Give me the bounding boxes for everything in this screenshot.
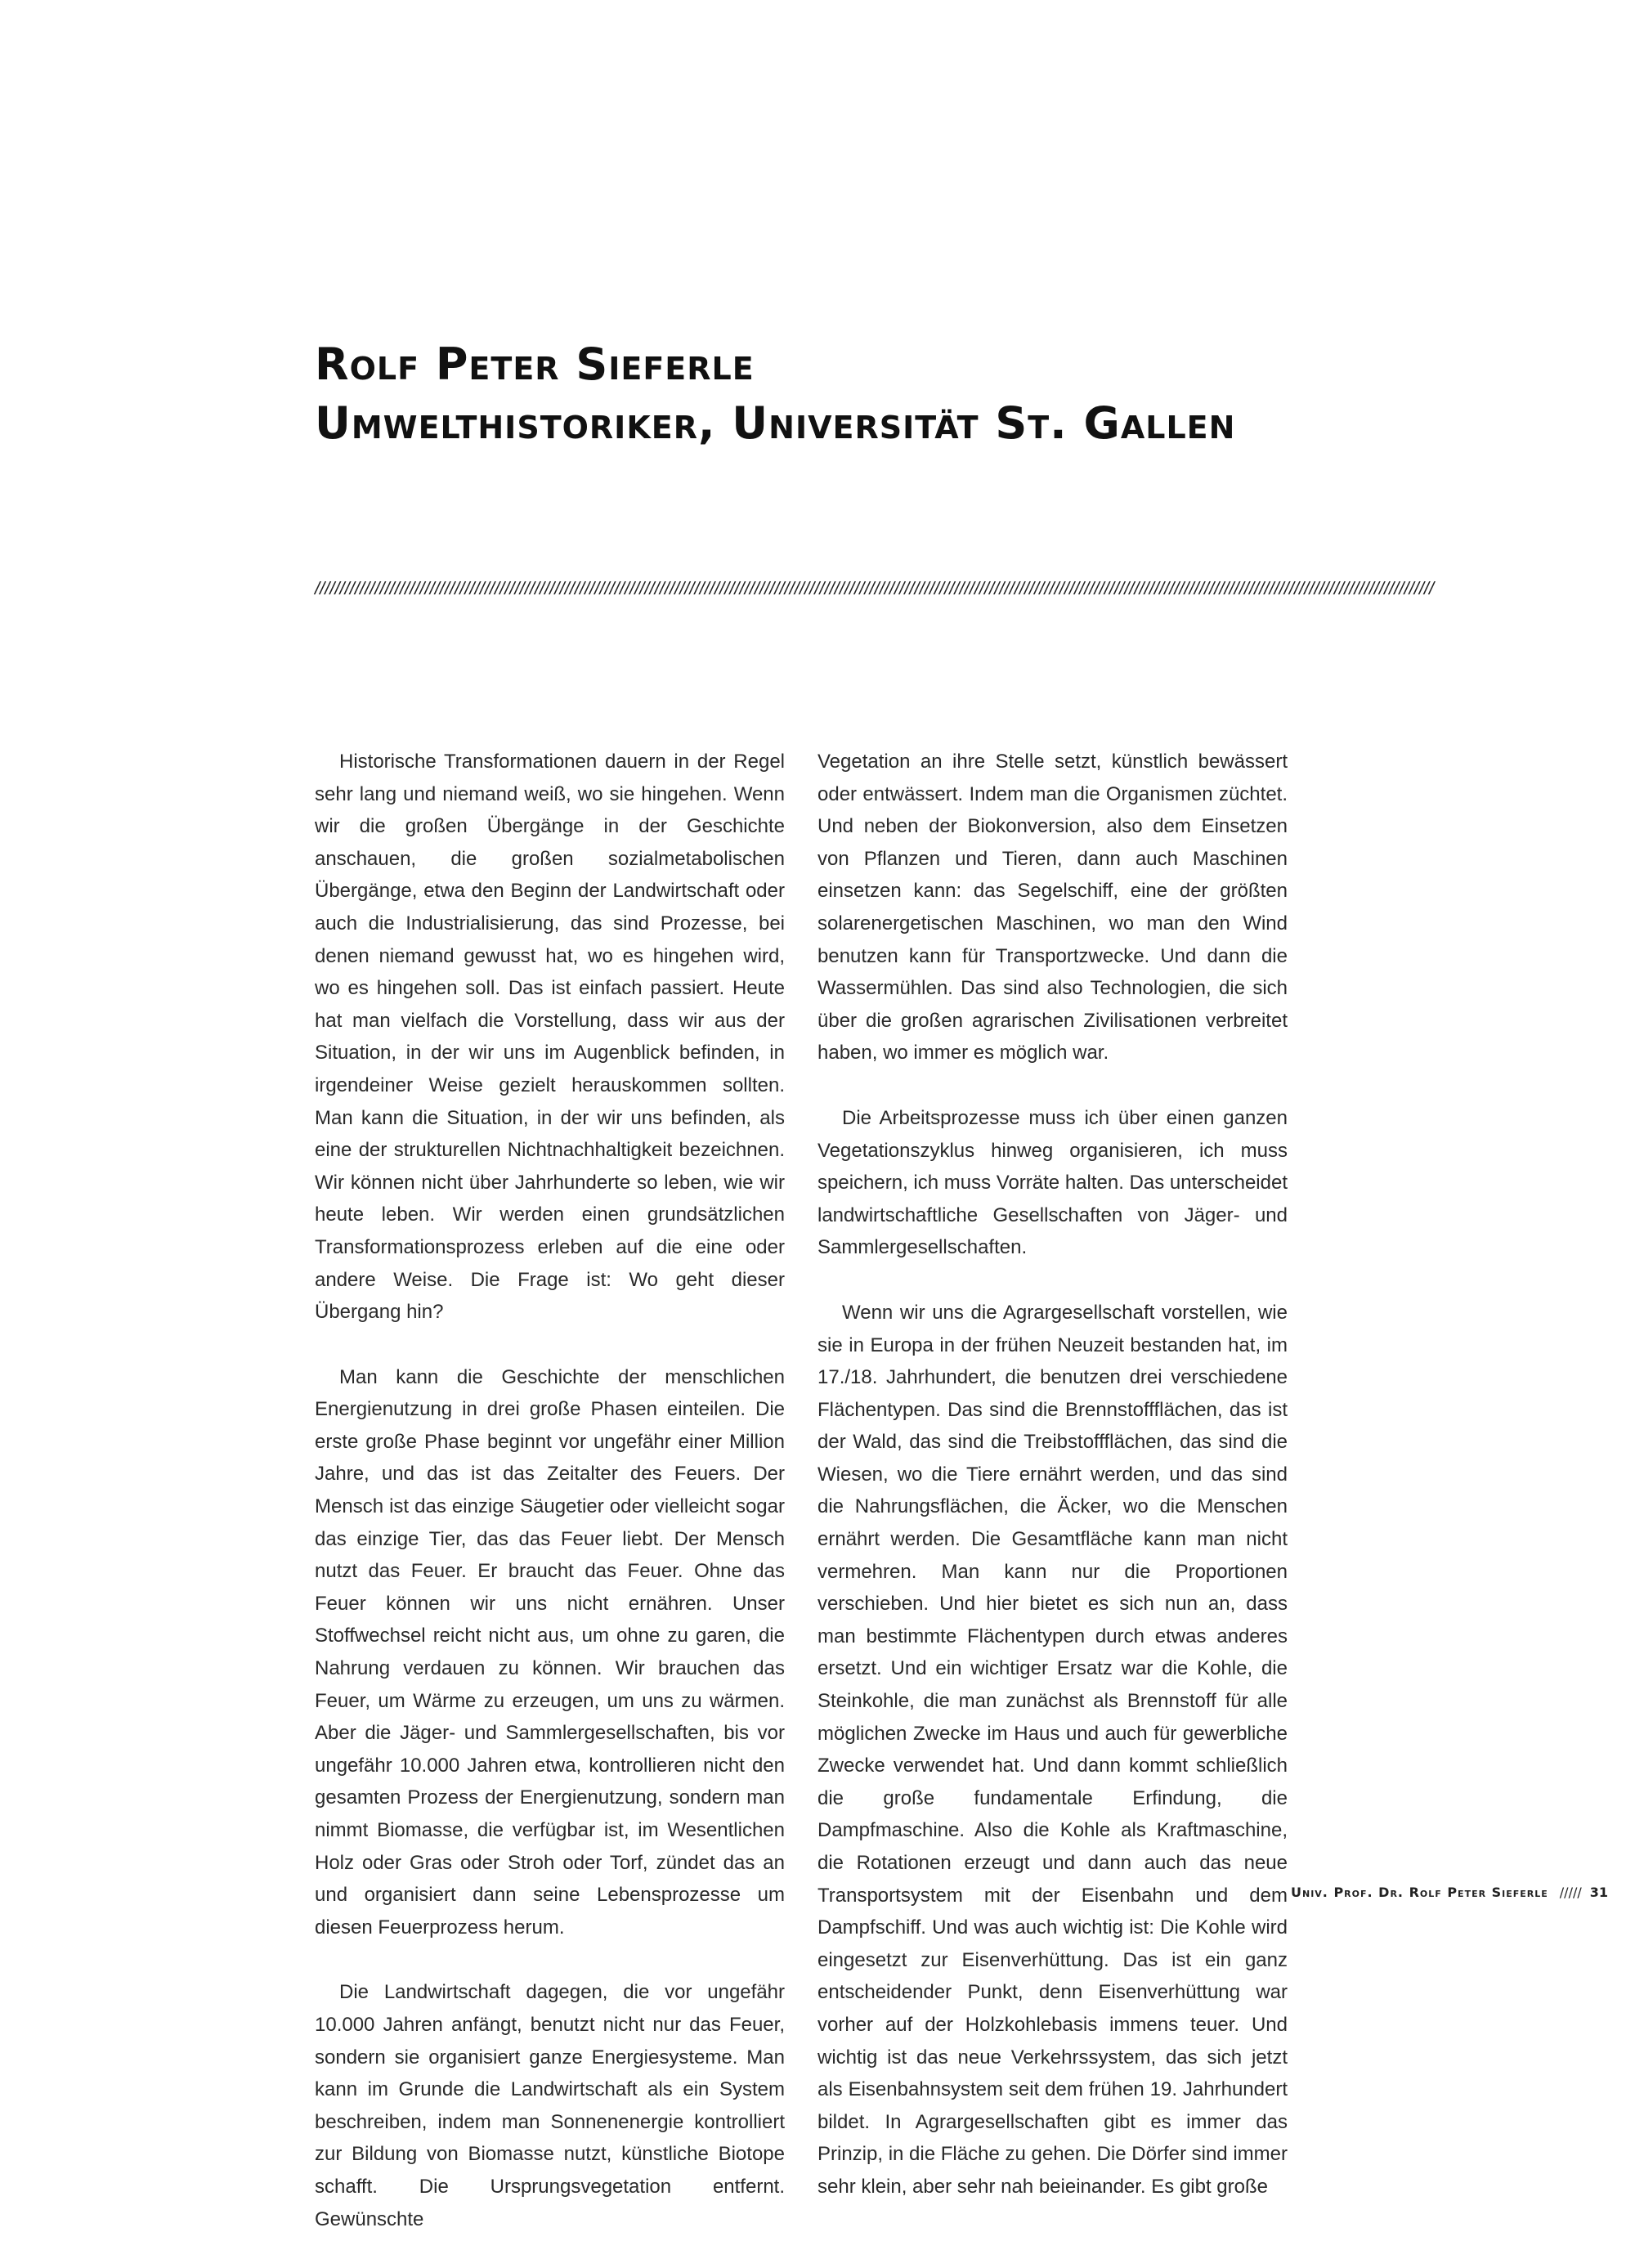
page-footer (1291, 1885, 1608, 1901)
page-number: 31 (1589, 1885, 1608, 1900)
paragraph: Die Arbeitsprozesse muss ich über einen ganzen Vegetationszyklus hinweg organisieren, ich muss speichern, ich muss Vorräte halten. Das unterscheidet landwirtschaftliche Gesellschaften von Jäger- und Sammlergesellschaften. (818, 1106, 1288, 1259)
paragraph-continued: Vegetation an ihre Stelle setzt, künstlich bewässert oder entwässert. Indem man die Organismen züchtet. Und neben der Biokonversion, also dem Einsetzen von Pflanzen und Tieren, dann auch Maschinen einsetzen kann: das Segelschiff, eine der größten solarenergetischen Maschinen, wo man den Wind benutzen kann für Transportzwecke. Und dann die Wassermühlen. Das sind also Technologien, die sich über die großen agrarischen Zivilisationen verbreitet haben, wo immer es möglich war. (818, 751, 1288, 1065)
slash-divider: //////////////////////////////////////////////////////////////////////////////////////////////////////////////////////////////////////////////////////////////////////////////////////////////////////////////////////////////// (315, 578, 1435, 598)
author-name: Rolf Peter Sieferle (315, 338, 755, 390)
paragraph: Historische Transformationen dauern in der Regel sehr lang und niemand weiß, wo sie hingehen. Wenn wir die großen Übergänge in der Geschichte anschauen, die großen sozialmetabolischen Übergänge, etwa den Beginn der Landwirtschaft oder auch die Industrialisierung, das sind Prozesse, bei denen niemand gewusst hat, wo es hingehen wird, wo es hingehen soll. Das ist einfach passiert. Heute hat man vielfach die Vorstellung, dass wir aus der Situation, in der wir uns im Augenblick befinden, in irgendeiner Weise gezielt herauskommen sollten. Man kann die Situation, in der wir uns befinden, als eine der strukturellen Nichtnachhaltigkeit bezeichnen. Wir können nicht über Jahrhunderte so leben, wie wir heute leben. Wir werden einen grundsätzlichen Transformationsprozess erleben auf die eine oder andere Weise. Die Frage ist: Wo geht dieser Übergang hin? (315, 751, 785, 1324)
left-column (315, 746, 785, 2268)
paragraph: Man kann die Geschichte der menschlichen Energienutzung in drei große Phasen einteilen. Die erste große Phase beginnt vor ungefähr einer Million Jahre, und das ist das Zeitalter des Feuers. Der Mensch ist das einzige Säugetier oder vielleicht sogar das einzige Tier, das das Feuer liebt. Der Mensch nutzt das Feuer. Er braucht das Feuer. Ohne das Feuer können wir uns nicht ernähren. Unser Stoffwechsel reicht nicht aus, um ohne zu garen, die Nahrung verdauen zu können. Wir brauchen das Feuer, um Wärme zu erzeugen, um uns zu wärmen. Aber die Jäger- und Sammlergesellschaften, bis vor ungefähr 10.000 Jahren etwa, kontrollieren nicht den gesamten Prozess der Energienutzung, sondern man nimmt Biomasse, die verfügbar ist, im Wesentlichen Holz oder Gras oder Stroh oder Torf, zündet das an und organisiert dann seine Lebensprozesse um diesen Feuerprozess herum. (315, 1365, 785, 1939)
right-column (818, 746, 1288, 2236)
article-title (315, 335, 1377, 453)
running-head: Univ. Prof. Dr. Rolf Peter Sieferle (1291, 1885, 1548, 1900)
author-role: Umwelthistoriker, Universität St. Gallen (315, 397, 1236, 449)
paragraph: Wenn wir uns die Agrargesellschaft vorstellen, wie sie in Europa in der frühen Neuzeit bestanden hat, im 17./18. Jahrhundert, die benutzen drei verschiedene Flächentypen. Das sind die Brennstoffflächen, das ist der Wald, das sind die Treibstoffflächen, das sind die Wiesen, wo die Tiere ernährt werden, und das sind die Nahrungsflächen, die Äcker, wo die Menschen ernährt werden. Die Gesamtfläche kann man nicht vermehren. Man kann nur die Proportionen verschieben. Und hier bietet es sich nun an, dass man bestimmte Flächentypen durch etwas anderes ersetzt. Und ein wichtiger Ersatz war die Kohle, die Steinkohle, die man zunächst als Brennstoff für alle möglichen Zwecke im Haus und auch für gewerbliche Zwecke verwendet hat. Und dann kommt schließlich die große fundamentale Erfindung, die Dampfmaschine. Also die Kohle als Kraftmaschine, die Rotationen erzeugt und dann auch das neue Transportsystem mit der Eisenbahn und dem Dampfschiff. Und was auch wichtig ist: Die Kohle wird eingesetzt zur Eisenverhüttung. Das ist ein ganz entscheidender Punkt, denn Eisenverhüttung war vorher auf der Holzkohlebasis immens teuer. Und wichtig ist das neue Verkehrssystem, das sich jetzt als Eisenbahnsystem seit dem frühen 19. Jahrhundert bildet. In Agrargesellschaften gibt es immer das Prinzip, in die Fläche zu gehen. Die Dörfer sind immer sehr klein, aber sehr nah beieinander. Es gibt große (818, 1301, 1288, 2198)
footer-separator: ///// (1559, 1885, 1582, 1900)
paragraph: Die Landwirtschaft dagegen, die vor ungefähr 10.000 Jahren anfängt, benutzt nicht nur das Feuer, sondern sie organisiert ganze Energiesysteme. Man kann im Grunde die Landwirtschaft als ein System beschreiben, indem man Sonnenenergie kontrolliert zur Bildung von Biomasse nutzt, künstliche Biotope schafft. Die Ursprungsvegetation entfernt. Gewünschte (315, 1981, 785, 2230)
